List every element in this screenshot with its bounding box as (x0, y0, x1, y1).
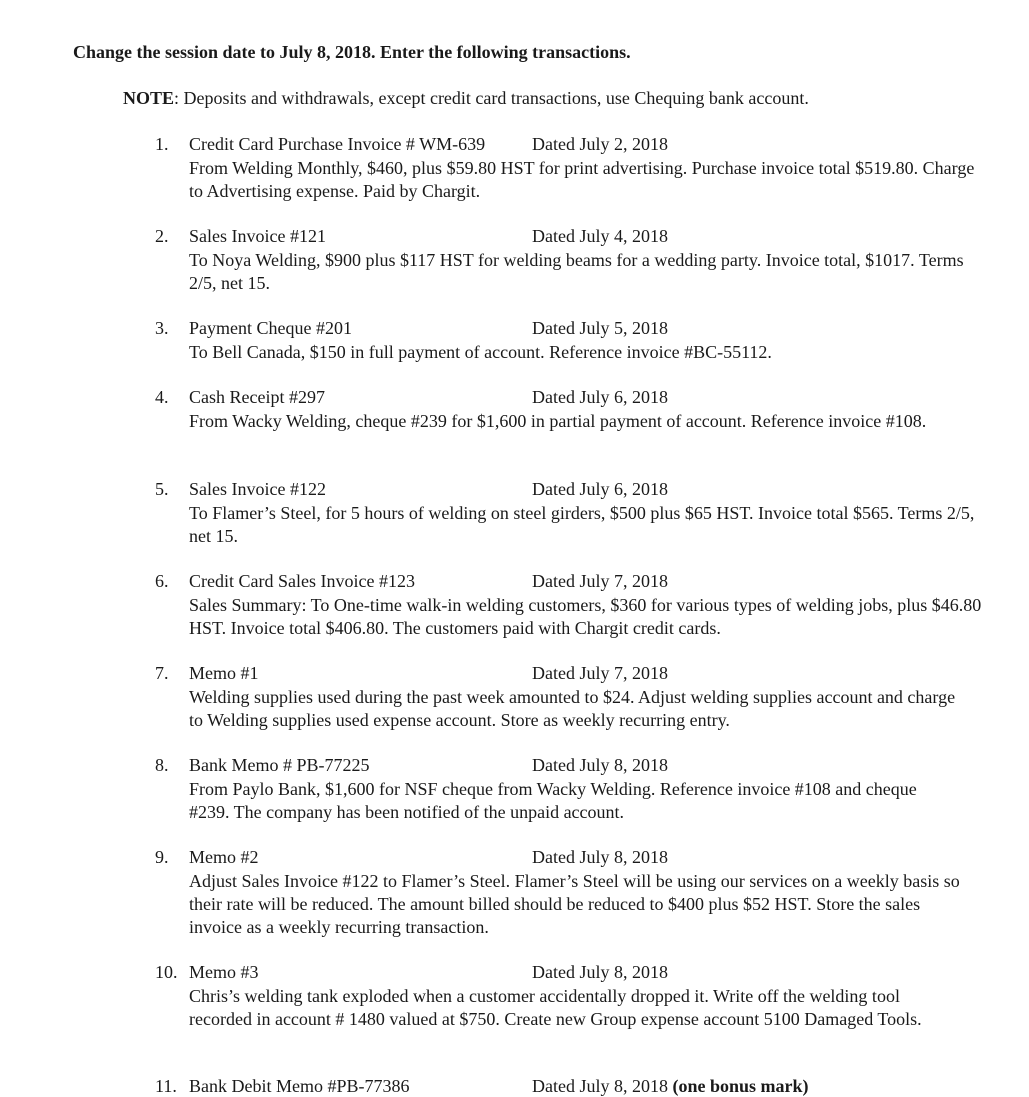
transaction-description: From Paylo Bank, $1,600 for NSF cheque from Wacky Welding. Reference invoice #108 and cheque #239. The company has been notified of the unpaid account. (189, 779, 917, 822)
transaction-date: Dated July 8, 2018 (532, 962, 668, 982)
transaction-description: From Welding Monthly, $460, plus $59.80 HST for print advertising. Purchase invoice total $519.80. Charge to Advertising expense. Paid by Chargit. (189, 158, 975, 201)
transaction-date: Dated July 6, 2018 (532, 479, 668, 499)
transaction-date: Dated July 2, 2018 (532, 134, 668, 154)
transaction-number: 2. (155, 226, 169, 246)
note-line (123, 88, 809, 109)
transaction-description: Welding supplies used during the past week amounted to $24. Adjust welding supplies account and charge to Welding supplies used expense account. Store as weekly recurring entry. (189, 687, 956, 730)
transaction-number: 11. (155, 1076, 177, 1096)
transaction-number: 6. (155, 571, 169, 591)
bonus-mark-note: (one bonus mark) (672, 1076, 809, 1096)
transaction-title: Memo #1 (189, 663, 259, 683)
transaction-description: To Flamer’s Steel, for 5 hours of welding on steel girders, $500 plus $65 HST. Invoice total $565. Terms 2/5, net 15. (189, 503, 975, 546)
transaction-date-text: Dated July 8, 2018 (532, 1076, 668, 1096)
note-label: NOTE (123, 88, 175, 108)
note-text: : Deposits and withdrawals, except credit card transactions, use Chequing bank account. (174, 88, 809, 108)
transaction-number: 7. (155, 663, 169, 683)
transaction-description: From Wacky Welding, cheque #239 for $1,600 in partial payment of account. Reference invoice #108. (189, 411, 927, 431)
transaction-title: Bank Debit Memo #PB-77386 (189, 1076, 410, 1096)
transaction-title: Payment Cheque #201 (189, 318, 352, 338)
transaction-description: Sales Summary: To One-time walk-in welding customers, $360 for various types of welding jobs, plus $46.80 HST. Invoice total $406.80. The customers paid with Chargit credit cards. (189, 595, 982, 638)
transaction-description: To Noya Welding, $900 plus $117 HST for welding beams for a wedding party. Invoice total, $1017. Terms 2/5, net 15. (189, 250, 964, 293)
transaction-title: Credit Card Sales Invoice #123 (189, 571, 415, 591)
transaction-date: Dated July 5, 2018 (532, 318, 668, 338)
transaction-date: Dated July 8, 2018 (532, 847, 668, 867)
transaction-title: Memo #3 (189, 962, 259, 982)
transaction-description: Chris’s welding tank exploded when a customer accidentally dropped it. Write off the welding tool recorded in account # 1480 valued at $750. Create new Group expense account 5100 Damaged Tools. (189, 986, 922, 1029)
transaction-title: Sales Invoice #121 (189, 226, 326, 246)
transaction-date: Dated July 6, 2018 (532, 387, 668, 407)
transaction-date (532, 1076, 809, 1097)
transaction-title: Bank Memo # PB-77225 (189, 755, 370, 775)
transaction-date: Dated July 7, 2018 (532, 571, 668, 591)
transaction-number: 8. (155, 755, 169, 775)
transaction-number: 1. (155, 134, 169, 154)
transaction-number: 3. (155, 318, 169, 338)
page-heading: Change the session date to July 8, 2018. Enter the following transactions. (73, 42, 631, 62)
transaction-number: 5. (155, 479, 169, 499)
transaction-date: Dated July 4, 2018 (532, 226, 668, 246)
transaction-title: Credit Card Purchase Invoice # WM-639 (189, 134, 486, 154)
transaction-number: 10. (155, 962, 178, 982)
transaction-title: Sales Invoice #122 (189, 479, 326, 499)
transaction-number: 4. (155, 387, 169, 407)
transaction-title: Cash Receipt #297 (189, 387, 325, 407)
transaction-date: Dated July 7, 2018 (532, 663, 668, 683)
transaction-date: Dated July 8, 2018 (532, 755, 668, 775)
transaction-number: 9. (155, 847, 169, 867)
transaction-description: Adjust Sales Invoice #122 to Flamer’s Steel. Flamer’s Steel will be using our services on a weekly basis so their rate will be reduced. The amount billed should be reduced to $400 plus $52 HST. Store the sales invoice as a weekly recurring transaction. (189, 871, 960, 937)
transaction-description: To Bell Canada, $150 in full payment of account. Reference invoice #BC-55112. (189, 342, 772, 362)
transaction-title: Memo #2 (189, 847, 259, 867)
